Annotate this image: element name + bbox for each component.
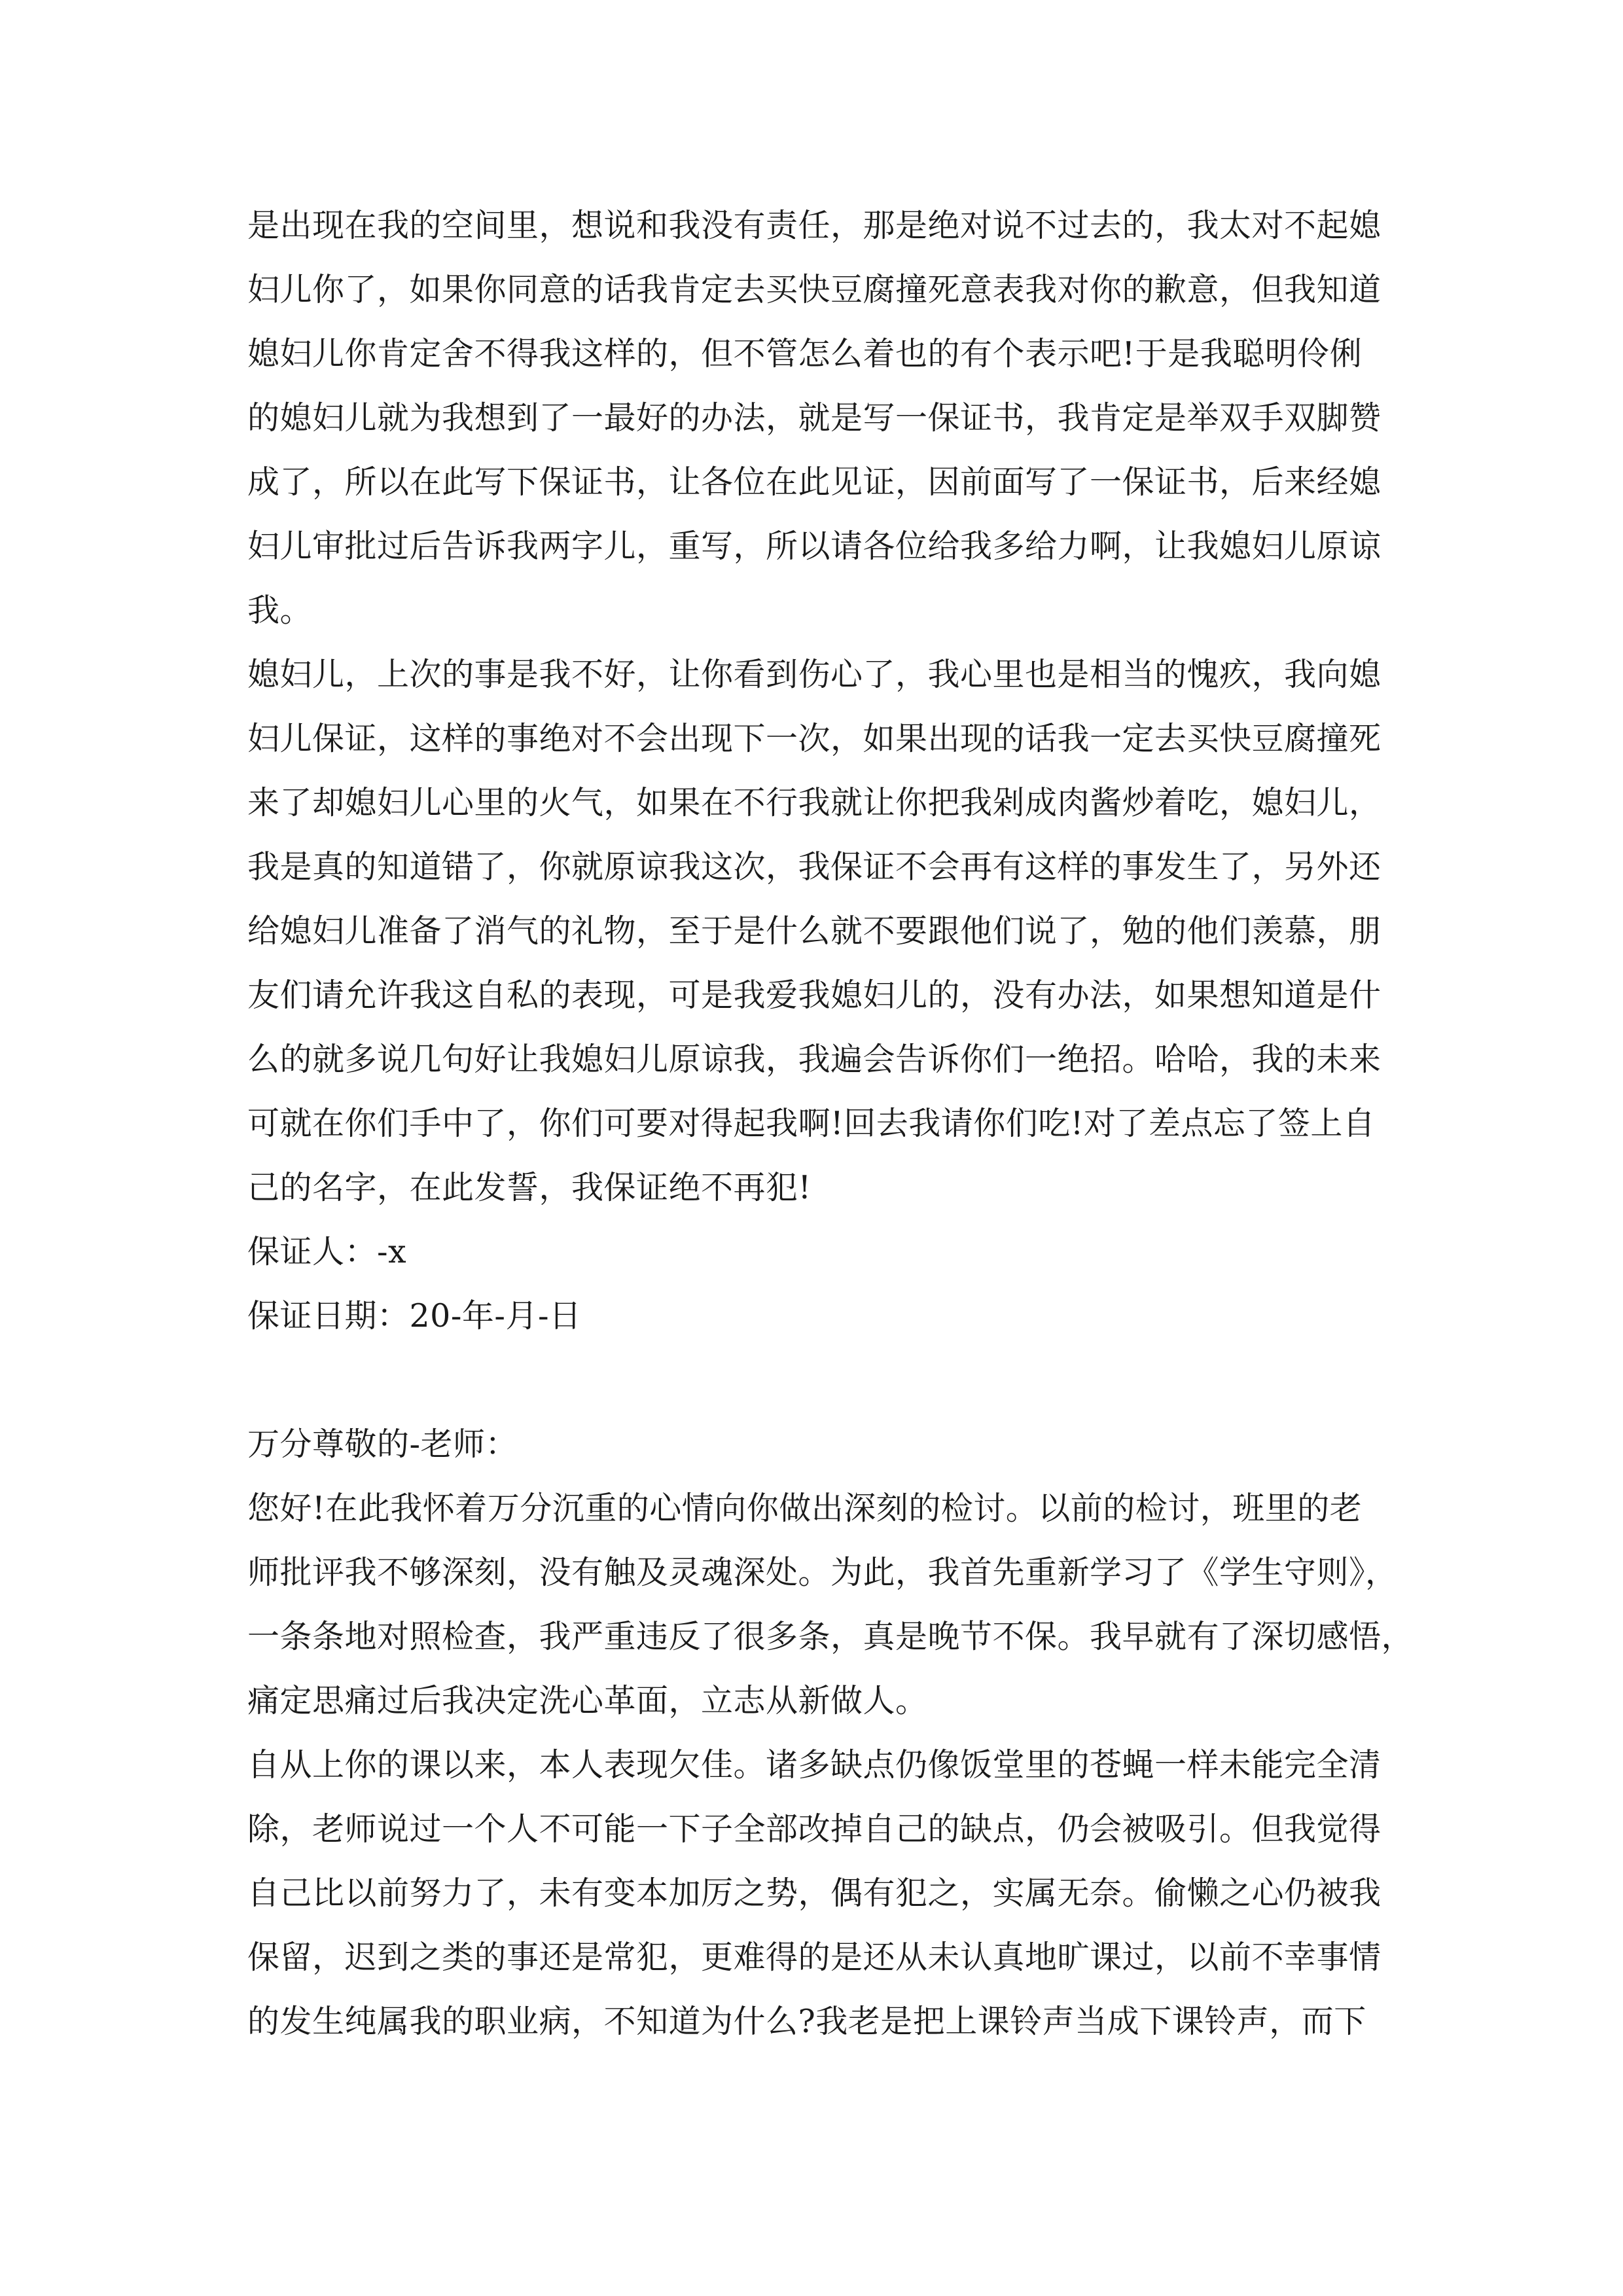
text-line: 媳妇儿，上次的事是我不好，让你看到伤心了，我心里也是相当的愧疚，我向媳	[247, 656, 1382, 693]
text-line: 一条条地对照检查，我严重违反了很多条，真是晚节不保。我早就有了深切感悟，	[247, 1618, 1414, 1655]
text-line: 友们请允许我这自私的表现，可是我爱我媳妇儿的，没有办法，如果想知道是什	[247, 977, 1382, 1014]
text-line: 自从上你的课以来，本人表现欠佳。诸多缺点仍像饭堂里的苍蝇一样未能完全清	[247, 1746, 1382, 1784]
text-line: 可就在你们手中了，你们可要对得起我啊!回去我请你们吃!对了差点忘了签上自	[247, 1105, 1376, 1142]
signer-line: 保证人：-x	[247, 1233, 407, 1270]
text-line: 给媳妇儿准备了消气的礼物，至于是什么就不要跟他们说了，勉的他们羡慕，朋	[247, 912, 1382, 950]
text-line: 来了却媳妇儿心里的火气，如果在不行我就让你把我剁成肉酱炒着吃，媳妇儿，	[247, 784, 1382, 821]
text-line: 我。	[247, 592, 313, 629]
text-line: 我是真的知道错了，你就原谅我这次，我保证不会再有这样的事发生了，另外还	[247, 848, 1382, 886]
text-line: 媳妇儿你肯定舍不得我这样的，但不管怎么着也的有个表示吧!于是我聪明伶俐	[247, 335, 1363, 372]
text-line: 己的名字，在此发誓，我保证绝不再犯!	[247, 1169, 812, 1206]
text-line: 的媳妇儿就为我想到了一最好的办法，就是写一保证书，我肯定是举双手双脚赞	[247, 399, 1382, 437]
text-line: 妇儿你了，如果你同意的话我肯定去买快豆腐撞死意表我对你的歉意，但我知道	[247, 271, 1382, 308]
text-line: 痛定思痛过后我决定洗心革面，立志从新做人。	[247, 1682, 928, 1719]
text-line: 除，老师说过一个人不可能一下子全部改掉自己的缺点，仍会被吸引。但我觉得	[247, 1810, 1382, 1848]
text-line: 您好!在此我怀着万分沉重的心情向你做出深刻的检讨。以前的检讨，班里的老	[247, 1490, 1363, 1527]
text-line: 妇儿保证，这样的事绝对不会出现下一次，如果出现的话我一定去买快豆腐撞死	[247, 720, 1382, 757]
text-line: 成了，所以在此写下保证书，让各位在此见证，因前面写了一保证书，后来经媳	[247, 463, 1382, 501]
document-page	[247, 194, 1414, 2054]
text-line: 是出现在我的空间里，想说和我没有责任，那是绝对说不过去的，我太对不起媳	[247, 207, 1382, 244]
text-line: 自己比以前努力了，未有变本加厉之势，偶有犯之，实属无奈。偷懒之心仍被我	[247, 1874, 1382, 1912]
text-line: 的发生纯属我的职业病，不知道为什么?我老是把上课铃声当成下课铃声，而下	[247, 2003, 1366, 2040]
text-line: 么的就多说几句好让我媳妇儿原谅我，我遍会告诉你们一绝招。哈哈，我的未来	[247, 1041, 1382, 1078]
date-line: 保证日期：20-年-月-日	[247, 1297, 582, 1335]
text-line: 师批评我不够深刻，没有触及灵魂深处。为此，我首先重新学习了《学生守则》，	[247, 1554, 1398, 1591]
section-divider	[247, 1348, 1380, 1412]
text-line: 保留，迟到之类的事还是常犯，更难得的是还从未认真地旷课过，以前不幸事情	[247, 1939, 1382, 1976]
salutation-line: 万分尊敬的-老师：	[247, 1426, 518, 1463]
text-line: 妇儿审批过后告诉我两字儿，重写，所以请各位给我多给力啊，让我媳妇儿原谅	[247, 528, 1382, 565]
